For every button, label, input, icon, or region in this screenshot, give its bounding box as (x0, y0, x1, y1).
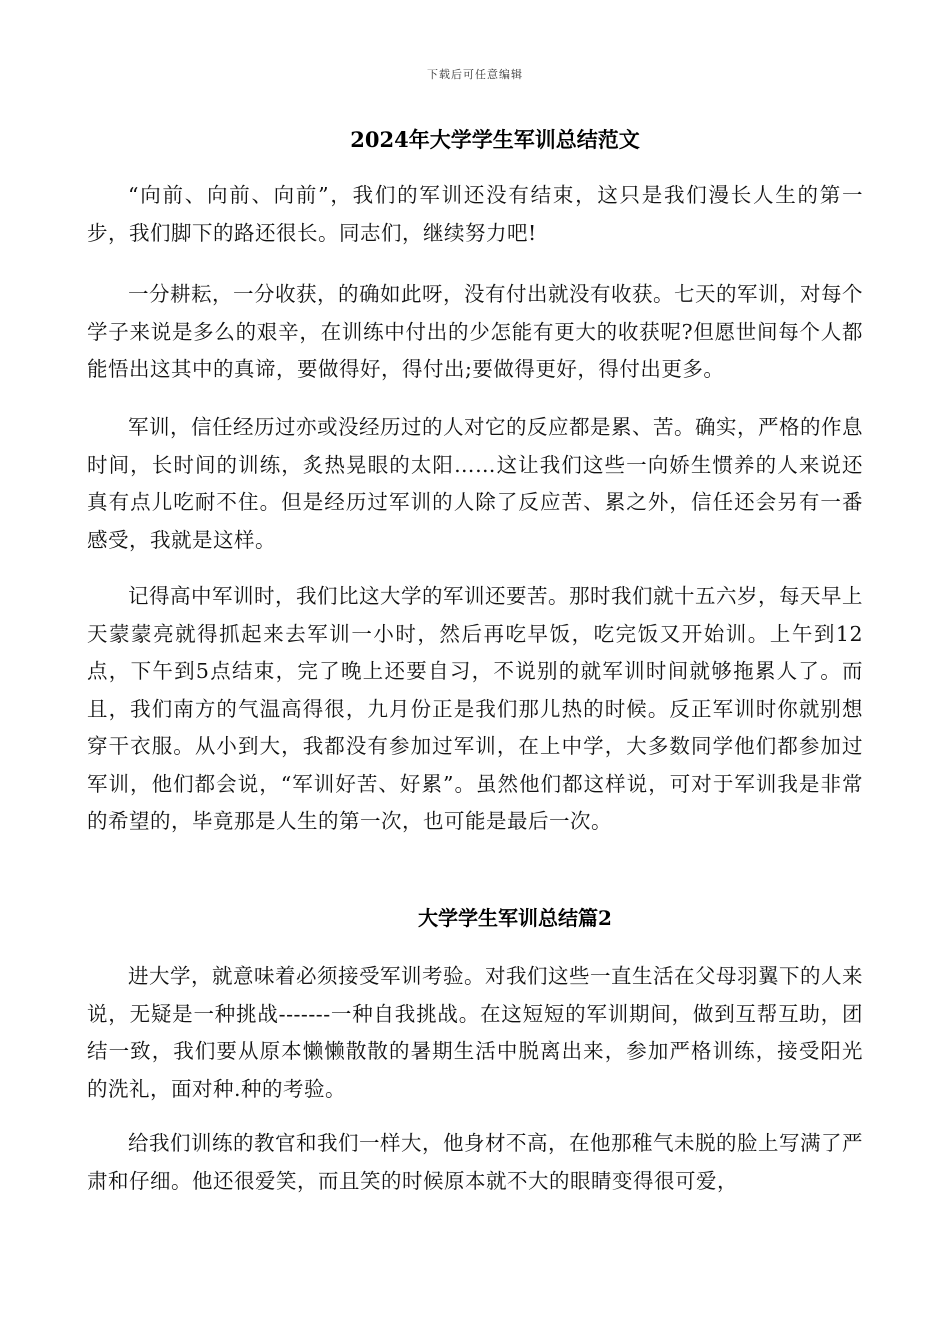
section-title: 大学学生军训总结篇2 (418, 906, 612, 930)
paragraph: 一分耕耘，一分收获，的确如此呀，没有付出就没有收获。七天的军训，对每个学子来说是多么的艰辛，在训练中付出的少怎能有更大的收获呢?但愿世间每个人都能悟出这其中的真谛，要做得好，得付出;要做得更好，得付出更多。 (87, 282, 863, 381)
document-title: 2024年大学学生军训总结范文 (350, 127, 640, 152)
paragraph: 给我们训练的教官和我们一样大，他身材不高，在他那稚气未脱的脸上写满了严肃和仔细。他还很爱笑，而且笑的时候原本就不大的眼睛变得很可爱， (87, 1131, 863, 1193)
paragraph: “向前、向前、向前”，我们的军训还没有结束，这只是我们漫长人生的第一步，我们脚下的路还很长。同志们，继续努力吧! (87, 183, 863, 245)
page-header-note: 下载后可任意编辑 (427, 68, 523, 81)
paragraph: 进大学，就意味着必须接受军训考验。对我们这些一直生活在父母羽翼下的人来说，无疑是一种挑战-------一种自我挑战。在这短短的军训期间，做到互帮互助，团结一致，我们要从原本懒懒散散的暑期生活中脱离出来，参加严格训练，接受阳光的洗礼，面对种.种的考验。 (87, 964, 863, 1101)
paragraph: 军训，信任经历过亦或没经历过的人对它的反应都是累、苦。确实，严格的作息时间，长时间的训练，炙热晃眼的太阳……这让我们这些一向娇生惯养的人来说还真有点儿吃耐不住。但是经历过军训的人除了反应苦、累之外，信任还会另有一番感受，我就是这样。 (87, 415, 863, 552)
paragraph: 记得高中军训时，我们比这大学的军训还要苦。那时我们就十五六岁，每天早上天蒙蒙亮就得抓起来去军训一小时，然后再吃早饭，吃完饭又开始训。上午到12点，下午到5点结束，完了晚上还要自习，不说别的就军训时间就够拖累人了。而且，我们南方的气温高得很，九月份正是我们那儿热的时候。反正军训时你就别想穿干衣服。从小到大，我都没有参加过军训，在上中学，大多数同学他们都参加过军训，他们都会说，“军训好苦、好累”。虽然他们都这样说，可对于军训我是非常的希望的，毕竟那是人生的第一次，也可能是最后一次。 (87, 584, 863, 833)
